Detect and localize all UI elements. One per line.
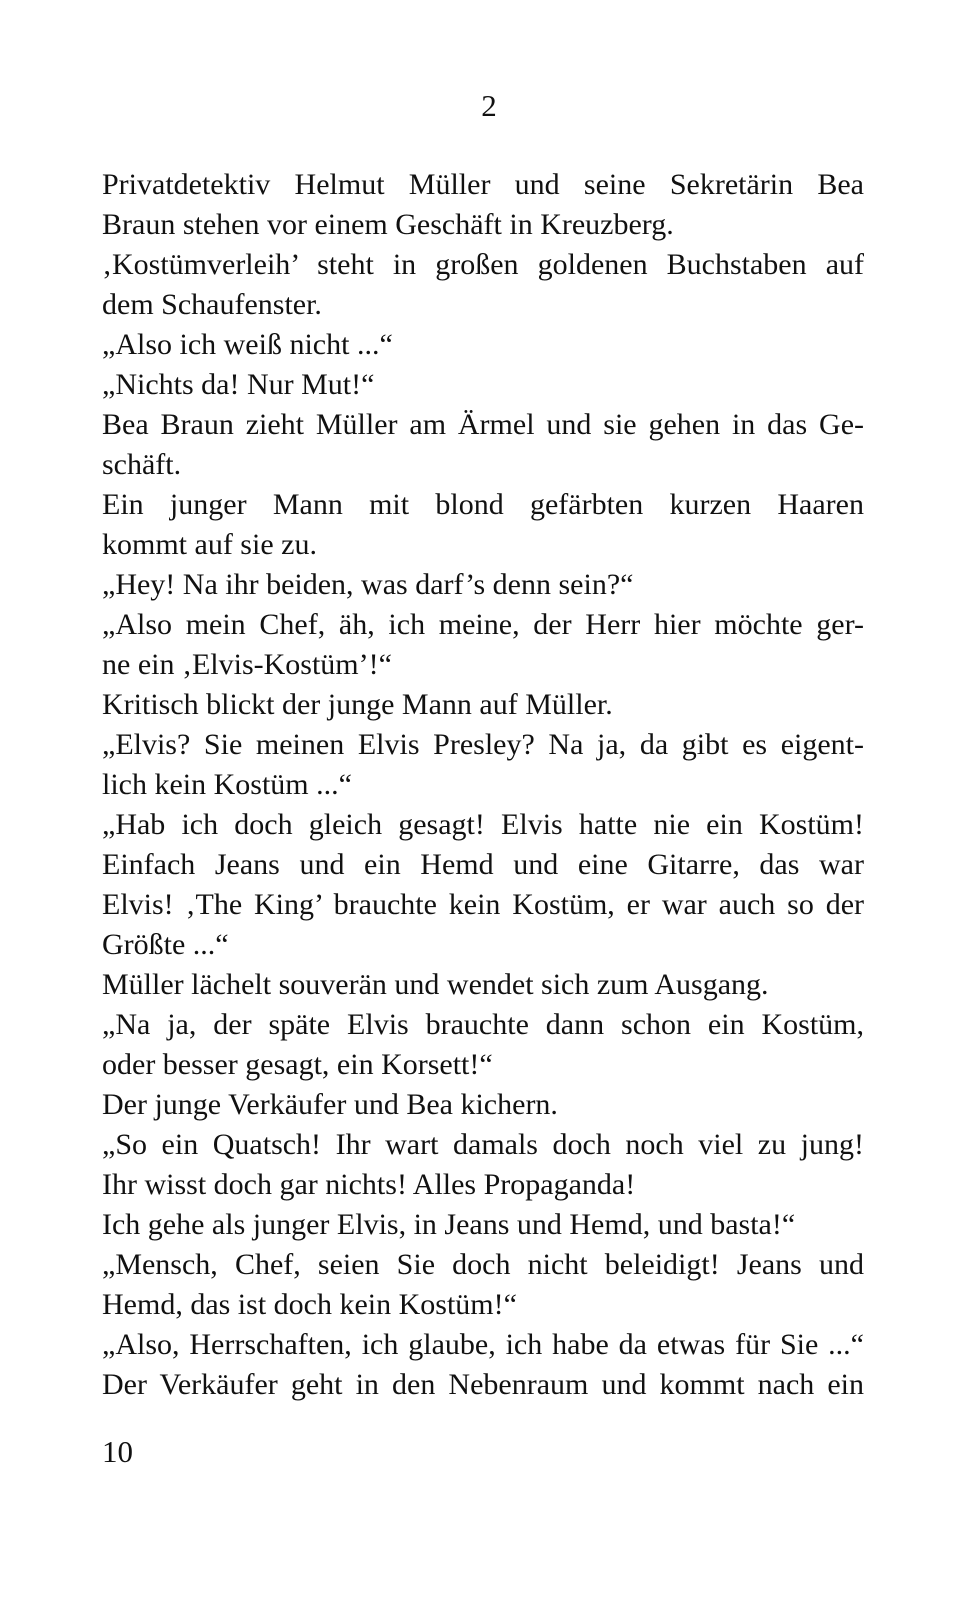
text-line: Elvis! ‚The King’ brauchte kein Kostüm, er war auch so der	[102, 888, 864, 921]
text-line: „Na ja, der späte Elvis brauchte dann schon ein Kostüm,	[102, 1008, 864, 1041]
text-line: dem Schaufenster.	[102, 288, 322, 321]
text-line: „So ein Quatsch! Ihr wart damals doch noch viel zu jung!	[102, 1128, 864, 1161]
text-line: Der Verkäufer geht in den Nebenraum und kommt nach ein	[102, 1368, 864, 1401]
text-line: „Also ich weiß nicht ...“	[102, 328, 393, 361]
text-line: kommt auf sie zu.	[102, 528, 317, 561]
text-line: „Nichts da! Nur Mut!“	[102, 368, 375, 401]
body-text	[102, 165, 864, 1405]
text-line: „Also, Herrschaften, ich glaube, ich habe da etwas für Sie ...“	[102, 1328, 864, 1361]
text-line: Hemd, das ist doch kein Kostüm!“	[102, 1288, 517, 1321]
text-line: ne ein ‚Elvis-Kostüm’!“	[102, 648, 392, 681]
text-line: „Hey! Na ihr beiden, was darf’s denn sein?“	[102, 568, 634, 601]
text-line: oder besser gesagt, ein Korsett!“	[102, 1048, 493, 1081]
text-line: Ihr wisst doch gar nichts! Alles Propaganda!	[102, 1168, 636, 1201]
text-line: schäft.	[102, 448, 182, 481]
chapter-number: 2	[481, 88, 497, 123]
text-line: lich kein Kostüm ...“	[102, 768, 352, 801]
text-line: „Elvis? Sie meinen Elvis Presley? Na ja, da gibt es eigent-	[102, 728, 864, 761]
text-line: „Hab ich doch gleich gesagt! Elvis hatte nie ein Kostüm!	[102, 808, 864, 841]
text-line: Der junge Verkäufer und Bea kichern.	[102, 1088, 558, 1121]
text-line: Bea Braun zieht Müller am Ärmel und sie gehen in das Ge-	[102, 408, 864, 441]
text-line: Kritisch blickt der junge Mann auf Müller.	[102, 688, 613, 721]
text-line: Braun stehen vor einem Geschäft in Kreuzberg.	[102, 208, 674, 241]
text-line: Privatdetektiv Helmut Müller und seine Sekretärin Bea	[102, 168, 864, 201]
text-line: Einfach Jeans und ein Hemd und eine Gitarre, das war	[102, 848, 864, 881]
text-line: „Mensch, Chef, seien Sie doch nicht beleidigt! Jeans und	[102, 1248, 864, 1281]
text-line: ‚Kostümverleih’ steht in großen goldenen Buchstaben auf	[102, 248, 864, 281]
text-line: Ein junger Mann mit blond gefärbten kurzen Haaren	[102, 488, 864, 521]
text-line: Müller lächelt souverän und wendet sich zum Ausgang.	[102, 968, 769, 1001]
text-line: Größte ...“	[102, 928, 229, 961]
page-number: 10	[102, 1434, 133, 1469]
text-line: Ich gehe als junger Elvis, in Jeans und Hemd, und basta!“	[102, 1208, 796, 1241]
text-line: „Also mein Chef, äh, ich meine, der Herr hier möchte ger-	[102, 608, 864, 641]
